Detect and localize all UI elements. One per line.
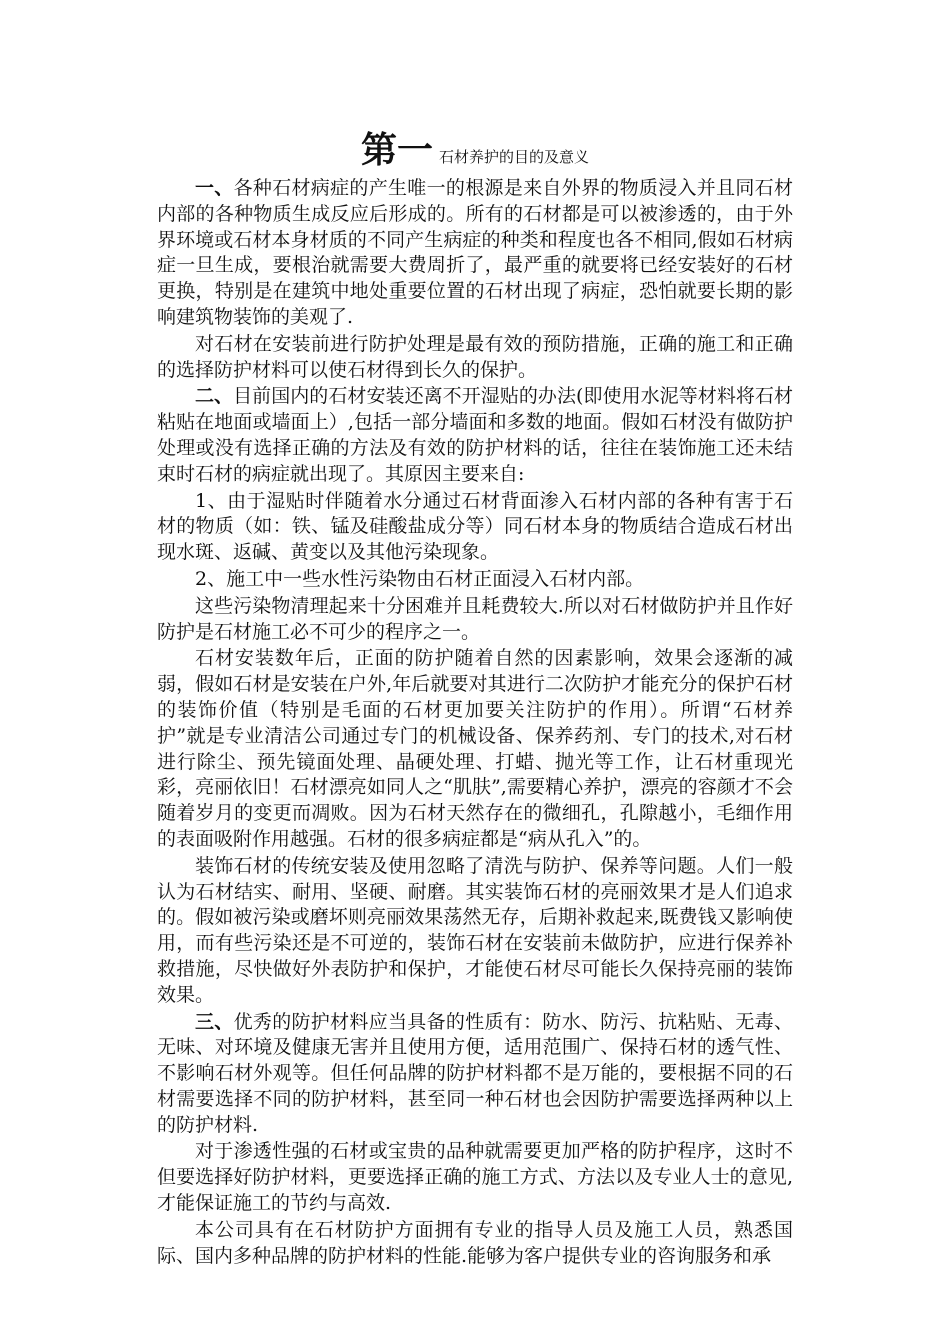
paragraph: 1、由于湿贴时伴随着水分通过石材背面渗入石材内部的各种有害于石材的物质（如：铁、锰及硅酸盐成分等）同石材本身的物质结合造成石材出现水斑、返碱、黄变以及其他污染现象。 (157, 489, 793, 564)
paragraph (157, 1010, 793, 1139)
paragraph: 2、施工中一些水性污染物由石材正面浸入石材内部。 (195, 567, 645, 590)
paragraph: 对石材在安装前进行防护处理是最有效的预防措施，正确的施工和正确的选择防护材料可以使石材得到长久的保护。 (157, 332, 793, 381)
paragraph: 这些污染物清理起来十分困难并且耗费较大.所以对石材做防护并且作好防护是石材施工必不可少的程序之一。 (157, 594, 793, 643)
paragraph-text: 优秀的防护材料应当具备的性质有：防水、防污、抗粘贴、无毒、无味、对环境及健康无害并且使用方便，适用范围广、保持石材的透气性、不影响石材外观等。但任何品牌的防护材料都不是万能的，要根据不同的石材需要选择不同的防护材料，甚至同一种石材也会因防护需要选择两种以上的防护材料. (157, 1010, 793, 1136)
chapter-title-sub: 石材养护的目的及意义 (439, 148, 590, 166)
section-number: 二、 (195, 385, 234, 408)
chapter-title-main: 第一 (360, 129, 433, 171)
paragraph (157, 176, 793, 331)
paragraph: 装饰石材的传统安装及使用忽略了清洗与防护、保养等问题。人们一般认为石材结实、耐用、坚硬、耐磨。其实装饰石材的亮丽效果才是人们追求的。假如被污染或磨坏则亮丽效果荡然无存，后期补救起来,既费钱又影响使用，而有些污染还是不可逆的，装饰石材在安装前未做防护，应进行保养补救措施，尽快做好外表防护和保护，才能使石材尽可能长久保持亮丽的装饰效果。 (157, 854, 793, 1006)
section-number: 三、 (195, 1010, 234, 1033)
paragraph: 本公司具有在石材防护方面拥有专业的指导人员及施工人员，熟悉国际、国内多种品牌的防护材料的性能.能够为客户提供专业的咨询服务和承 (157, 1218, 793, 1267)
paragraph: 石材安装数年后，正面的防护随着自然的因素影响，效果会逐渐的减弱，假如石材是安装在户外,年后就要对其进行二次防护才能充分的保护石材的装饰价值（特别是毛面的石材更加要关注防护的作用）。所谓“石材养护”就是专业清洁公司通过专门的机械设备、保养药剂、专门的技术,对石材进行除尘、预先镜面处理、晶硬处理、打蜡、抛光等工作，让石材重现光彩，亮丽依旧！石材漂亮如同人之“肌肤”,需要精心养护，漂亮的容颜才不会随着岁月的变更而凋败。因为石材天然存在的微细孔，孔隙越小，毛细作用的表面吸附作用越强。石材的很多病症都是“病从孔入”的。 (157, 647, 793, 850)
paragraph (157, 384, 793, 487)
chapter-title (157, 128, 793, 172)
paragraph: 对于渗透性强的石材或宝贵的品种就需要更加严格的防护程序，这时不但要选择好防护材料，更要选择正确的施工方式、方法以及专业人士的意见,才能保证施工的节约与高效. (157, 1140, 793, 1215)
paragraph-text: 各种石材病症的产生唯一的根源是来自外界的物质浸入并且同石材内部的各种物质生成反应后形成的。所有的石材都是可以被渗透的，由于外界环境或石材本身材质的不同产生病症的种类和程度也各不相同,假如石材病症一旦生成，要根治就需要大费周折了，最严重的就要将已经安装好的石材更换，特别是在建筑中地处重要位置的石材出现了病症，恐怕就要长期的影响建筑物装饰的美观了. (157, 177, 793, 328)
document-page (157, 128, 793, 1269)
section-number: 一、 (195, 177, 234, 199)
paragraph-text: 目前国内的石材安装还离不开湿贴的办法(即使用水泥等材料将石材粘贴在地面或墙面上）,包括一部分墙面和多数的地面。假如石材没有做防护处理或没有选择正确的方法及有效的防护材料的话，往往在装饰施工还未结束时石材的病症就出现了。其原因主要来自: (157, 385, 793, 485)
